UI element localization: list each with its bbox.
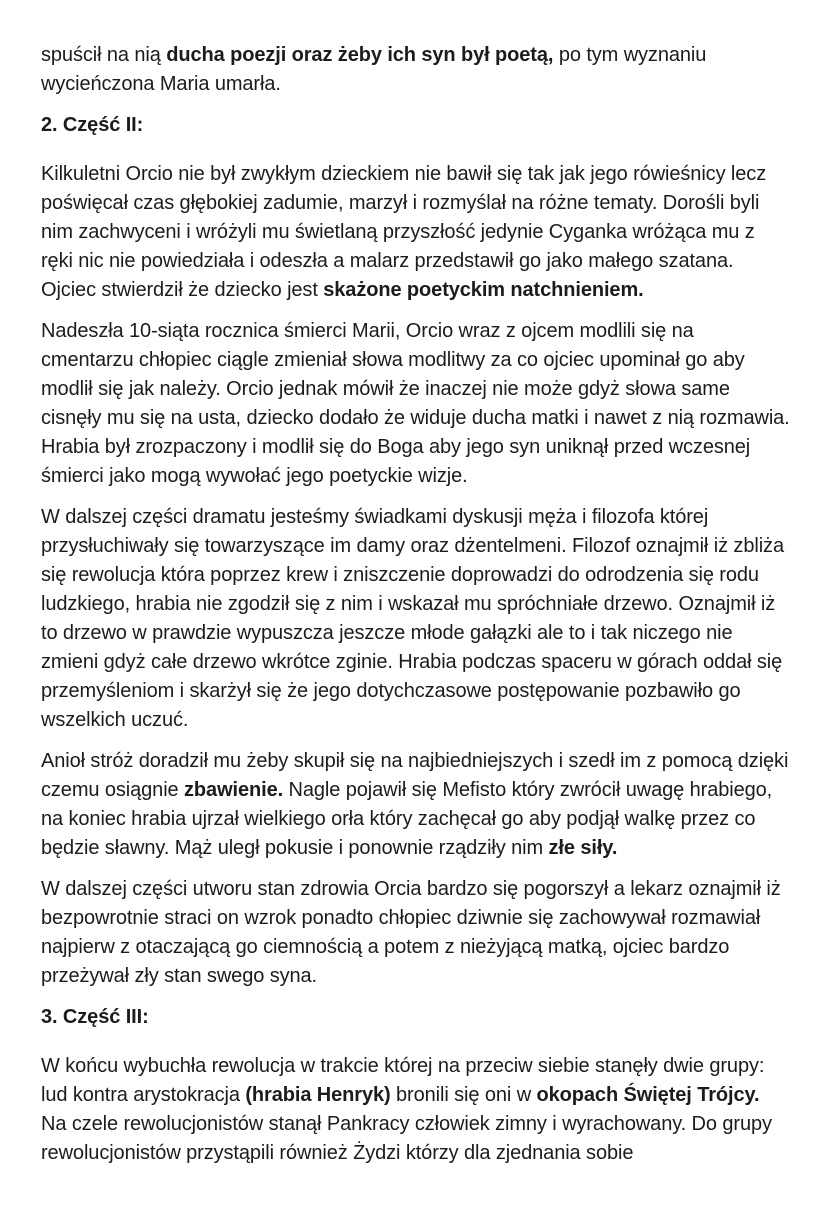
paragraph xyxy=(41,160,790,305)
paragraph xyxy=(41,875,790,991)
bold-text-run: 2. Część II: xyxy=(41,114,144,136)
text-run: spuścił na nią xyxy=(41,44,167,66)
bold-text-run: złe siły. xyxy=(548,837,618,859)
text-run: bronili się oni w xyxy=(390,1084,537,1106)
text-run: Anioł stróż doradził mu żeby skupił się na najbiedniejszych i szedł im z pomocą dzięki czemu osiągnie xyxy=(41,750,789,801)
text-run: Na czele rewolucjonistów stanął Pankracy człowiek zimny i wyrachowany. Do grupy rewolucjonistów przystąpili również Żydzi którzy dla zjednania sobie xyxy=(41,1113,772,1164)
paragraph xyxy=(41,503,790,735)
bold-text-run: (hrabia Henryk) xyxy=(245,1084,391,1106)
text-run: Nadeszła 10-siąta rocznica śmierci Marii, Orcio wraz z ojcem modlili się na cmentarzu chłopiec ciągle zmieniał słowa modlitwy za co ojciec upominał go aby modlił się jak należy. Orcio jednak mówił że inaczej nie może gdyż słowa same cisnęły mu się na usta, dziecko dodało że widuje ducha matki i nawet z nią rozmawia. Hrabia był zrozpaczony i modlił się do Boga aby jego syn uniknął przed wczesnej śmierci jako mogą wywołać jego poetyckie wizje. xyxy=(41,320,790,487)
paragraph xyxy=(41,1052,790,1168)
text-run: po tym wyznaniu wycieńczona Maria umarła. xyxy=(41,44,707,95)
bold-text-run: 3. Część III: xyxy=(41,1006,149,1028)
bold-text-run: ducha poezji oraz żeby ich syn był poetą, xyxy=(166,44,554,66)
text-run: Kilkuletni Orcio nie był zwykłym dzieckiem nie bawił się tak jak jego rówieśnicy lecz poświęcał czas głębokiej zadumie, marzył i rozmyślał na różne tematy. Dorośli byli nim zachwyceni i wróżyli mu świetlaną przyszłość jedynie Cyganka wróżąca mu z ręki nic nie powiedziała i odeszła a malarz przedstawił go jako małego szatana. Ojciec stwierdził że dziecko jest xyxy=(41,163,767,301)
text-run: W dalszej części utworu stan zdrowia Orcia bardzo się pogorszył a lekarz oznajmił iż bezpowrotnie straci on wzrok ponadto chłopiec dziwnie się zachowywał rozmawiał najpierw z otaczającą go ciemnością a potem z nieżyjącą matką, ojciec bardzo przeżywał zły stan swego syna. xyxy=(41,878,781,987)
text-run: W końcu wybuchła rewolucja w trakcie której na przeciw siebie stanęły dwie grupy: lud kontra arystokracja xyxy=(41,1055,765,1106)
bold-text-run: zbawienie. xyxy=(184,779,284,801)
text-run: Nagle pojawił się Mefisto który zwrócił uwagę hrabiego, na koniec hrabia ujrzał wielkiego orła który zachęcał go aby podjął walkę przez co będzie sławny. Mąż uległ pokusie i ponownie rządziły nim xyxy=(41,779,773,859)
paragraph xyxy=(41,41,790,99)
document-content xyxy=(41,41,790,1168)
section-heading xyxy=(41,1003,790,1032)
bold-text-run: okopach Świętej Trójcy. xyxy=(536,1084,760,1106)
paragraph xyxy=(41,317,790,491)
paragraph xyxy=(41,747,790,863)
text-run: W dalszej części dramatu jesteśmy świadkami dyskusji męża i filozofa której przysłuchiwały się towarzyszące im damy oraz dżentelmeni. Filozof oznajmił iż zbliża się rewolucja która poprzez krew i zniszczenie doprowadzi do odrodzenia się rodu ludzkiego, hrabia nie zgodził się z nim i wskazał mu spróchniałe drzewo. Oznajmił iż to drzewo w prawdzie wypuszcza jeszcze młode gałązki ale to i tak niczego nie zmieni gdyż całe drzewo wkrótce zginie. Hrabia podczas spaceru w górach oddał się przemyśleniom i skarżył się że jego dotychczasowe postępowanie pozbawiło go wszelkich uczuć. xyxy=(41,506,784,731)
bold-text-run: skażone poetyckim natchnieniem. xyxy=(323,279,644,301)
section-heading xyxy=(41,111,790,140)
